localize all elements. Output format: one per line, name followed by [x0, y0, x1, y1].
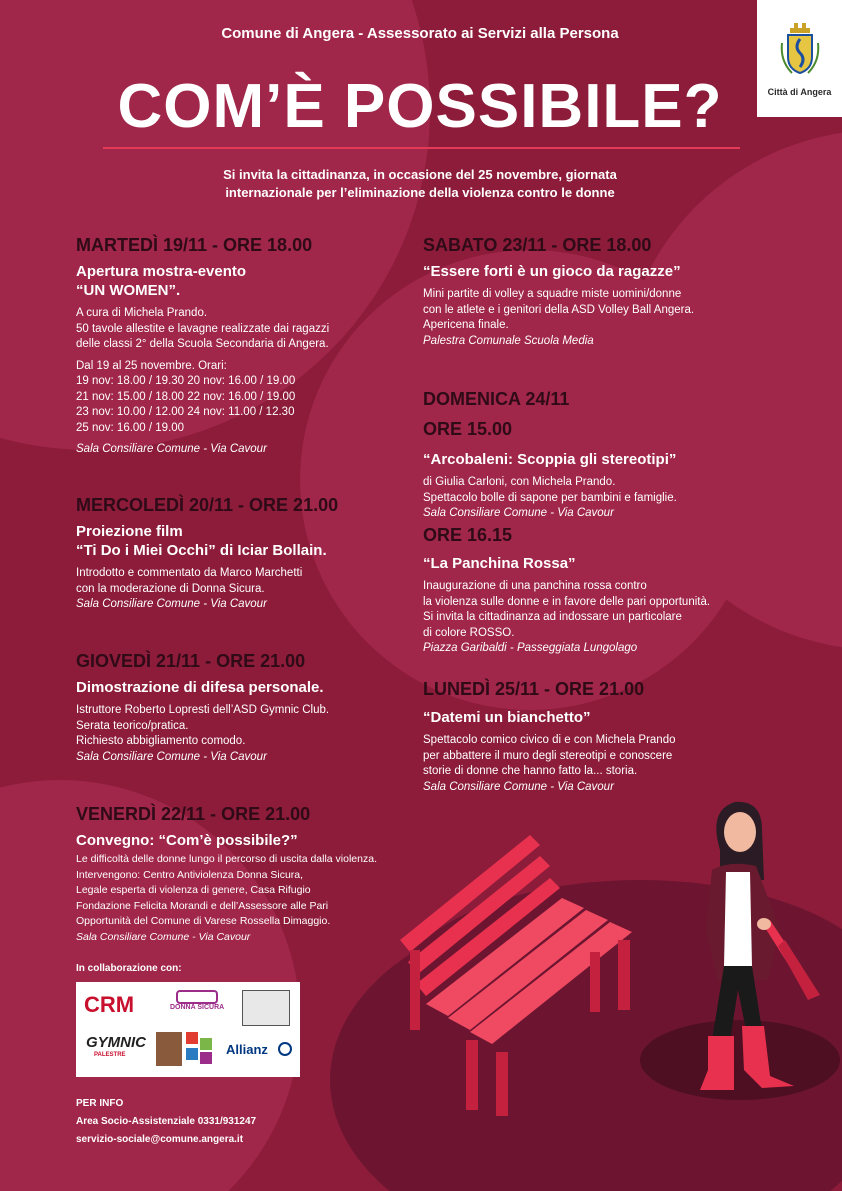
desc-line: storie di donne che hanno fatto la... storia. — [423, 765, 638, 777]
event-date: SABATO 23/11 - ORE 18.00 — [423, 235, 652, 255]
city-logo — [757, 0, 842, 117]
intro — [140, 166, 700, 202]
event-description — [76, 852, 436, 930]
event-thursday — [76, 650, 416, 765]
event-title: “Essere forti è un gioco da ragazze” — [423, 263, 681, 280]
event-location: Sala Consiliare Comune - Via Cavour — [423, 507, 614, 519]
event-time: ORE 15.00 — [423, 419, 513, 439]
event-friday — [76, 803, 436, 945]
gymnic-logo: GYMNIC — [86, 1034, 146, 1051]
event-description — [423, 475, 823, 506]
event-description — [76, 306, 416, 353]
info-email[interactable]: servizio-sociale@comune.angera.it — [76, 1134, 244, 1145]
event-description — [76, 703, 416, 750]
desc-line: Spettacolo comico civico di e con Michela Prando — [423, 734, 676, 746]
event-sunday — [423, 388, 823, 522]
page-title: COM’È POSSIBILE? — [117, 72, 723, 141]
event-description — [423, 579, 833, 641]
desc-line: Si invita la cittadinanza ad indossare un particolare — [423, 611, 682, 623]
desc-line: Legale esperta di violenza di genere, Casa Rifugio — [76, 884, 311, 896]
city-name: Città di Angera — [767, 86, 832, 97]
gymnic-sub: PALESTRE — [94, 1052, 126, 1058]
crest-icon — [778, 21, 822, 83]
desc-line: Fondazione Felicita Morandi e dell’Assessore alle Pari — [76, 899, 329, 912]
collab-label: In collaborazione con: — [76, 963, 182, 974]
event-location: Sala Consiliare Comune - Via Cavour — [423, 780, 614, 793]
schedule-line: 25 nov: 16.00 / 19.00 — [76, 421, 185, 434]
event-title: “La Panchina Rossa” — [423, 555, 576, 572]
event-description — [76, 566, 416, 597]
desc-line: delle classi 2° della Scuola Secondaria di Angera. — [76, 338, 329, 350]
event-location: Palestra Comunale Scuola Media — [423, 334, 594, 347]
event-location: Sala Consiliare Comune - Via Cavour — [76, 443, 267, 455]
desc-line: Spettacolo bolle di sapone per bambini e famiglie. — [423, 491, 677, 504]
schedule-line: Dal 19 al 25 novembre. Orari: — [76, 359, 227, 372]
desc-line: Le difficoltà delle donne lungo il percorso di uscita dalla violenza. — [76, 853, 377, 865]
desc-line: Istruttore Roberto Lopresti dell’ASD Gymnic Club. — [76, 704, 330, 716]
desc-line: Introdotto e commentato da Marco Marchetti — [76, 567, 303, 579]
event-title — [76, 262, 416, 300]
event-title-line: Proiezione film — [76, 523, 183, 540]
desc-line: A cura di Michela Prando. — [76, 307, 208, 319]
desc-line: con la moderazione di Donna Sicura. — [76, 582, 265, 595]
desc-line: 50 tavole allestite e lavagne realizzate dai ragazzi — [76, 322, 330, 335]
event-location: Piazza Garibaldi - Passeggiata Lungolago — [423, 642, 638, 654]
event-location: Sala Consiliare Comune - Via Cavour — [76, 930, 251, 943]
bench-woman-illustration — [390, 790, 842, 1120]
event-sunday-2 — [423, 524, 833, 657]
event-monday — [423, 678, 823, 795]
intro-line: internazionale per l’eliminazione della violenza contro le donne — [225, 185, 615, 200]
event-description — [423, 733, 823, 780]
event-title-line: “Ti Do i Miei Occhi” di Iciar Bollain. — [76, 542, 327, 559]
desc-line: Opportunità del Comune di Varese Rossella Dimaggio. — [76, 915, 331, 927]
desc-line: Intervengono: Centro Antiviolenza Donna Sicura, — [76, 868, 304, 881]
organization: Comune di Angera - Assessorato ai Servizi alla Persona — [221, 25, 619, 42]
event-date: GIOVEDÌ 21/11 - ORE 21.00 — [76, 651, 306, 671]
divider — [103, 147, 740, 149]
event-date: LUNEDÌ 25/11 - ORE 21.00 — [423, 679, 645, 699]
desc-line: la violenza sulle donne e in favore delle pari opportunità. — [423, 595, 711, 608]
event-date: MERCOLEDÌ 20/11 - ORE 21.00 — [76, 495, 339, 515]
puzzle-icon — [156, 1030, 214, 1068]
desc-line: Mini partite di volley a squadre miste uomini/donne — [423, 288, 682, 300]
desc-line: Serata teorico/pratica. — [76, 719, 189, 732]
desc-line: di colore ROSSO. — [423, 626, 515, 639]
event-schedule — [76, 359, 416, 437]
allianz-logo: Allianz — [226, 1042, 268, 1057]
donna-sicura-icon — [176, 990, 218, 1004]
contact-info — [76, 1095, 256, 1149]
info-phone: Area Socio-Assistenziale 0331/931247 — [76, 1116, 257, 1127]
event-description — [423, 287, 823, 334]
event-title: Convegno: “Com’è possibile?” — [76, 832, 298, 849]
desc-line: Richiesto abbigliamento comodo. — [76, 735, 246, 747]
event-title-line: Apertura mostra-evento — [76, 263, 247, 280]
event-wednesday — [76, 494, 416, 613]
intro-line: Si invita la cittadinanza, in occasione del 25 novembre, giornata — [223, 167, 617, 182]
event-title — [76, 522, 416, 560]
event-date: VENERDÌ 22/11 - ORE 21.00 — [76, 804, 311, 824]
desc-line: di Giulia Carloni, con Michela Prando. — [423, 476, 616, 488]
schedule-line: 23 nov: 10.00 / 12.00 24 nov: 11.00 / 12.30 — [76, 406, 295, 418]
event-location: Sala Consiliare Comune - Via Cavour — [76, 598, 267, 610]
desc-line: per abbattere il muro degli stereotipi e conoscere — [423, 749, 673, 762]
partner-logos — [76, 982, 300, 1077]
allianz-icon — [278, 1042, 292, 1056]
schedule-line: 19 nov: 18.00 / 19.30 20 nov: 16.00 / 19.00 — [76, 375, 296, 387]
heritage-icon — [242, 990, 290, 1026]
event-time: ORE 16.15 — [423, 525, 513, 545]
desc-line: Inaugurazione di una panchina rossa contro — [423, 580, 647, 592]
event-title: Dimostrazione di difesa personale. — [76, 679, 324, 696]
crm-logo: CRM — [84, 992, 135, 1017]
event-location: Sala Consiliare Comune - Via Cavour — [76, 750, 267, 763]
event-tuesday — [76, 234, 416, 458]
event-title: “Arcobaleni: Scoppia gli stereotipi” — [423, 451, 677, 468]
event-title-line: “UN WOMEN”. — [76, 282, 181, 299]
schedule-line: 21 nov: 15.00 / 18.00 22 nov: 16.00 / 19.00 — [76, 390, 296, 403]
donna-sicura-logo: DONNA SICURA — [170, 1004, 225, 1011]
event-date: DOMENICA 24/11 — [423, 389, 570, 409]
desc-line: con le atlete e i genitori della ASD Volley Ball Angera. — [423, 303, 695, 316]
desc-line: Apericena finale. — [423, 319, 509, 331]
event-saturday — [423, 234, 823, 349]
event-title: “Datemi un bianchetto” — [423, 709, 591, 726]
info-label: PER INFO — [76, 1098, 124, 1109]
event-date: MARTEDÌ 19/11 - ORE 18.00 — [76, 235, 313, 255]
